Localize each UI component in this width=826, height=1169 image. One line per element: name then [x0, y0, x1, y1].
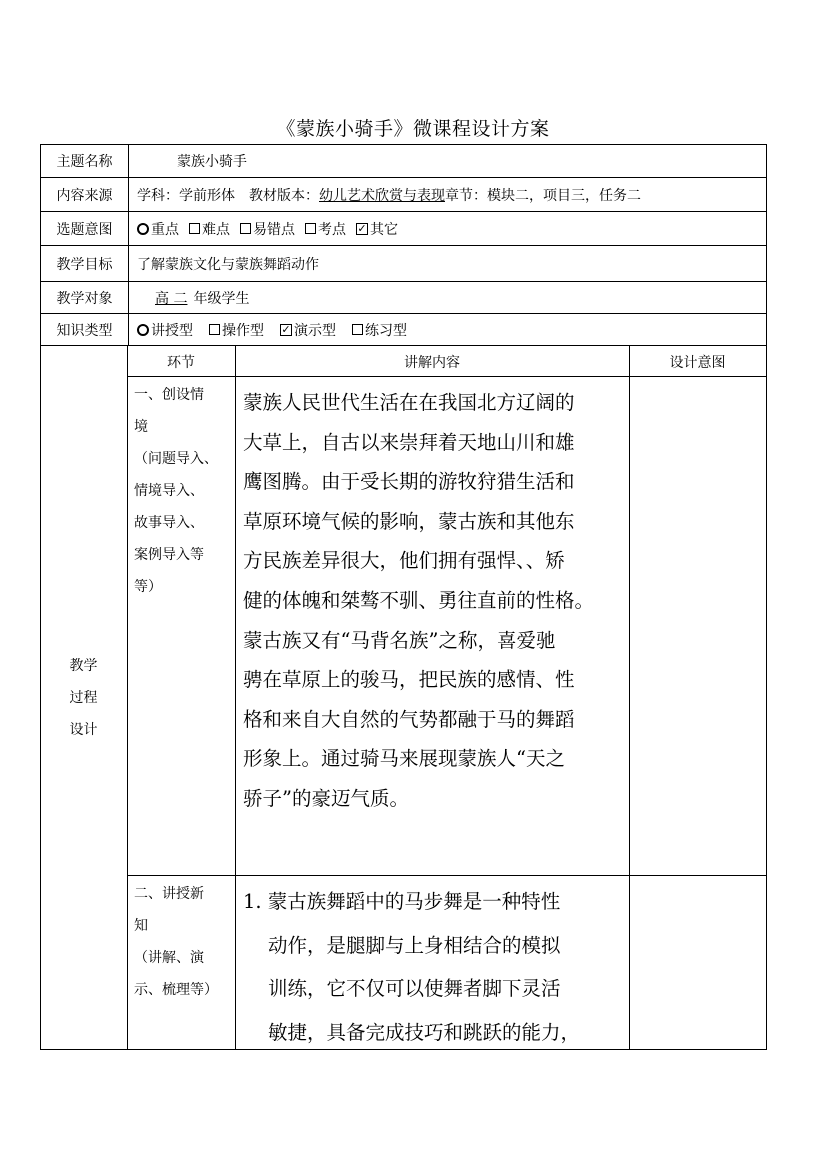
knowledge-row	[40, 313, 767, 345]
intent-option-key[interactable]: 重点	[137, 219, 179, 239]
checkbox-empty-icon	[240, 223, 251, 234]
topic-row	[40, 144, 767, 177]
intent-option-difficult[interactable]: 难点	[189, 219, 230, 239]
goal-label: 教学目标	[41, 246, 129, 281]
checkbox-empty-icon	[352, 324, 363, 335]
goal-value: 了解蒙族文化与蒙族舞蹈动作	[137, 256, 319, 273]
checkbox-empty-icon	[209, 324, 220, 335]
knowledge-option-demo[interactable]: ✓ 演示型	[281, 322, 336, 339]
topic-value: 蒙族小骑手	[177, 154, 247, 170]
source-book: 幼儿艺术欣赏与表现	[319, 187, 445, 204]
source-suffix: 章节：模块二，项目三，任务二	[445, 187, 641, 204]
source-row	[40, 177, 767, 211]
audience-suffix: 年级学生	[193, 290, 250, 307]
intent-label: 选题意图	[41, 212, 129, 245]
process-label: 教学 过程 设计	[69, 658, 98, 738]
goal-row	[40, 245, 767, 281]
topic-label: 主题名称	[41, 145, 129, 177]
knowledge-options	[129, 314, 766, 345]
document-title: 《蒙族小骑手》微课程设计方案	[276, 118, 550, 140]
header-stage: 环节	[167, 355, 195, 371]
intent-option-error[interactable]: 易错点	[240, 219, 295, 239]
radio-selected-icon	[137, 223, 149, 235]
stage2-content: 1. 蒙古族舞蹈中的马步舞是一种特性 动作，是腿脚与上身相结合的模拟 训练，它不仅可以使舞者脚下灵活 敏捷，具备完成技巧和跳跃的能力，	[243, 890, 581, 1044]
knowledge-option-practice[interactable]: 练习型	[352, 320, 407, 340]
knowledge-option-operation[interactable]: 操作型	[209, 320, 264, 340]
stage2-label: 二、讲授新 知 （讲解、演 示、梳理等）	[134, 886, 218, 998]
audience-value	[129, 282, 766, 313]
audience-label: 教学对象	[41, 282, 129, 313]
header-content: 讲解内容	[404, 355, 460, 371]
source-value	[129, 178, 766, 211]
knowledge-option-lecture[interactable]: 讲授型	[137, 320, 193, 340]
checkbox-empty-icon	[305, 223, 316, 234]
knowledge-label: 知识类型	[41, 314, 129, 345]
intent-row	[40, 211, 767, 245]
intent-options	[129, 212, 766, 245]
stage1-label: 一、创设情 境 （问题导入、 情境导入、 故事导入、 案例导入等 等）	[134, 387, 218, 595]
checkbox-checked-icon: ✓	[357, 222, 367, 235]
header-design: 设计意图	[669, 355, 726, 371]
audience-grade: 高 二	[155, 290, 188, 307]
intent-option-other[interactable]: ✓ 其它	[357, 221, 398, 238]
radio-selected-icon	[137, 324, 149, 336]
stage1-content: 蒙族人民世代生活在在我国北方辽阔的 大草上，自古以来崇拜着天地山川和雄 鹰图腾。由于受长期的游牧狩猎生活和 草原环境气候的影响，蒙古族和其他东 方民族差异很大，他们拥有强悍、、矫 健的体魄和桀骜不驯、勇往直前的性格。 蒙古族又有“马背名族”之称，喜爱驰 骋在草原上的骏马，把民族的感情、性 格和来自大自然的气势都融于马的舞蹈 形象上。通过骑马来展现蒙族人“天之 骄子”的豪迈气质。	[243, 391, 595, 810]
source-label: 内容来源	[41, 178, 129, 211]
audience-row	[40, 281, 767, 313]
checkbox-checked-icon: ✓	[281, 323, 291, 336]
checkbox-empty-icon	[189, 223, 200, 234]
intent-option-exam[interactable]: 考点	[305, 219, 346, 239]
source-prefix: 学科：学前形体 教材版本：	[137, 187, 319, 204]
